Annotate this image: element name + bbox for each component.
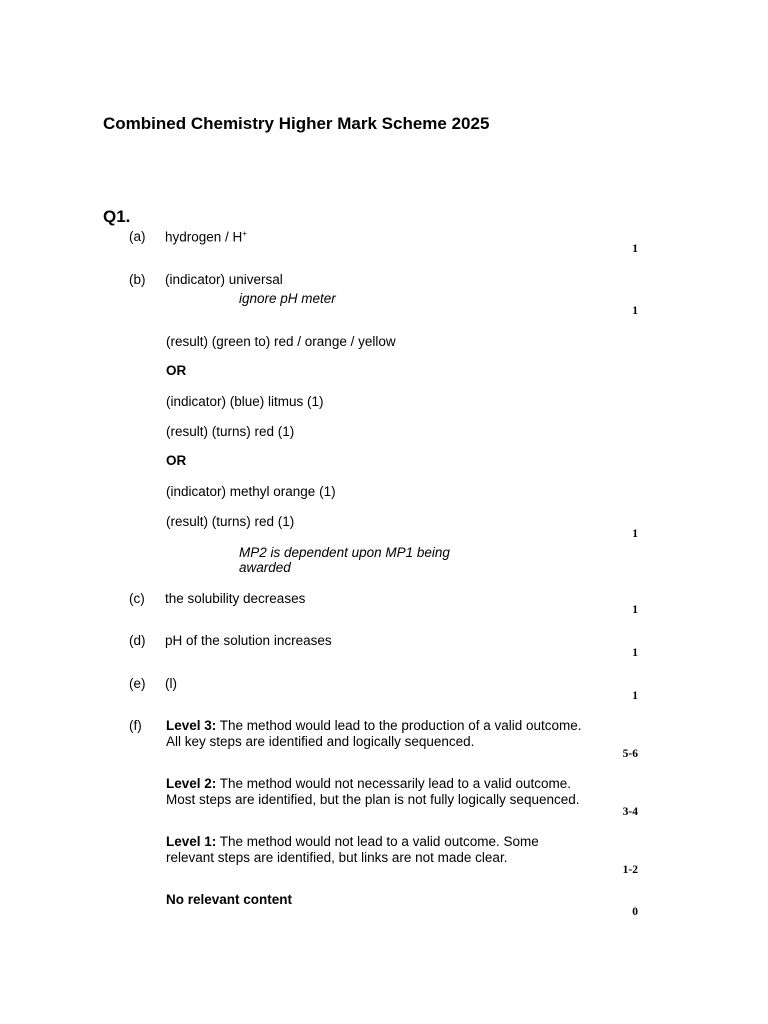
part-c-mark: 1 <box>632 604 638 616</box>
part-a-answer <box>165 229 247 245</box>
part-e-answer: (l) <box>165 676 177 691</box>
part-e-mark: 1 <box>632 690 638 702</box>
level-3-line-2: All key steps are identified and logically sequenced. <box>166 734 475 749</box>
level-3-heading: Level 3: <box>166 718 217 733</box>
level-2-block <box>166 776 580 808</box>
part-b-label: (b) <box>129 272 146 287</box>
part-b-or-1: OR <box>166 363 187 378</box>
level-1-block <box>166 834 539 866</box>
part-b-line-result-red-1: (result) (turns) red (1) <box>166 424 295 439</box>
part-b-mark-1: 1 <box>632 305 638 317</box>
part-a-label: (a) <box>129 229 146 244</box>
level-3-line-1 <box>166 718 582 734</box>
part-b-line-methyl-orange: (indicator) methyl orange (1) <box>166 484 336 499</box>
no-relevant-content: No relevant content <box>166 892 293 907</box>
part-b-or-2: OR <box>166 453 187 468</box>
level-3-mark: 5-6 <box>622 748 638 760</box>
level-2-text-1: The method would not necessarily lead to a valid outcome. <box>219 776 571 791</box>
part-b-line-litmus: (indicator) (blue) litmus (1) <box>166 394 324 409</box>
level-1-line-2: relevant steps are identified, but links are not made clear. <box>166 850 508 865</box>
part-b-note-mp2-line2: awarded <box>239 560 291 575</box>
part-e-label: (e) <box>129 676 146 691</box>
no-relevant-content-mark: 0 <box>632 906 638 918</box>
part-a-superscript: + <box>242 229 247 238</box>
part-b-line-result-red-2: (result) (turns) red (1) <box>166 514 295 529</box>
part-b-line-indicator-universal: (indicator) universal <box>165 272 283 287</box>
level-1-heading: Level 1: <box>166 834 217 849</box>
part-a-mark: 1 <box>632 243 638 255</box>
part-d-label: (d) <box>129 633 146 648</box>
part-d-mark: 1 <box>632 647 638 659</box>
level-3-block <box>166 718 582 750</box>
question-number: Q1. <box>103 207 131 226</box>
part-c-label: (c) <box>129 591 145 606</box>
level-2-mark: 3-4 <box>622 806 638 818</box>
level-2-line-2: Most steps are identified, but the plan is not fully logically sequenced. <box>166 792 580 807</box>
part-d-answer: pH of the solution increases <box>165 633 332 648</box>
level-3-text-1: The method would lead to the production of a valid outcome. <box>219 718 582 733</box>
document-title: Combined Chemistry Higher Mark Scheme 2025 <box>103 114 490 133</box>
part-f-label: (f) <box>129 718 142 733</box>
level-2-heading: Level 2: <box>166 776 217 791</box>
level-2-line-1 <box>166 776 580 792</box>
level-1-mark: 1-2 <box>622 864 638 876</box>
part-b-note-mp2-line1: MP2 is dependent upon MP1 being <box>239 545 450 560</box>
part-c-answer: the solubility decreases <box>165 591 306 606</box>
part-a-answer-text: hydrogen / H <box>165 229 243 245</box>
level-1-line-1 <box>166 834 539 850</box>
part-b-mark-2: 1 <box>632 528 638 540</box>
part-b-note-ignore: ignore pH meter <box>239 291 336 306</box>
level-1-text-1: The method would not lead to a valid outcome. Some <box>219 834 539 849</box>
part-b-line-result-colours: (result) (green to) red / orange / yellow <box>166 334 396 349</box>
